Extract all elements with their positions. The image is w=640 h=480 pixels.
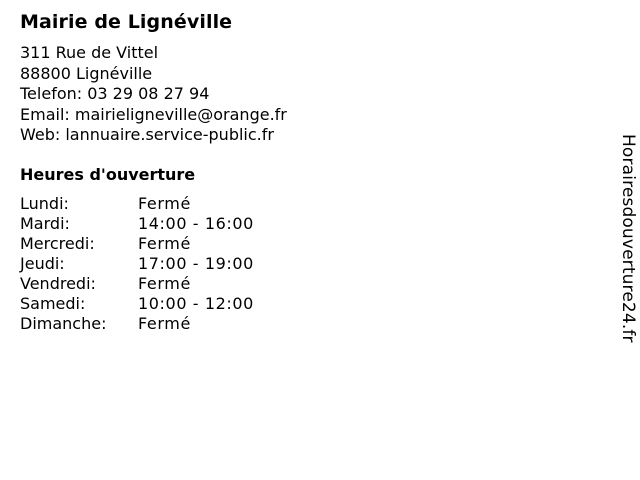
hours-row-friday <box>20 274 580 294</box>
phone-number: Telefon: 03 29 08 27 94 <box>20 84 210 103</box>
hours-time: Fermé <box>138 313 191 333</box>
hours-time: Fermé <box>138 193 191 213</box>
hours-day: Lundi: <box>20 193 69 213</box>
hours-time: 10:00 - 12:00 <box>138 293 254 313</box>
opening-hours-table <box>20 194 580 334</box>
hours-row-saturday <box>20 294 580 314</box>
hours-day: Samedi: <box>20 293 86 313</box>
email-address: Email: mairieligneville@orange.fr <box>20 104 287 124</box>
business-card <box>20 10 580 334</box>
hours-time: Fermé <box>138 233 191 253</box>
hours-time: 17:00 - 19:00 <box>138 253 254 273</box>
hours-time: 14:00 - 16:00 <box>138 213 254 233</box>
hours-time: Fermé <box>138 273 191 293</box>
contact-details <box>20 43 580 146</box>
hours-day: Dimanche: <box>20 313 107 333</box>
hours-row-tuesday <box>20 214 580 234</box>
hours-day: Mardi: <box>20 213 70 233</box>
hours-day: Mercredi: <box>20 233 95 253</box>
hours-row-sunday <box>20 314 580 334</box>
hours-day: Vendredi: <box>20 273 96 293</box>
website: Web: lannuaire.service-public.fr <box>20 125 274 144</box>
hours-row-thursday <box>20 254 580 274</box>
hours-row-monday <box>20 194 580 214</box>
postal-city: 88800 Lignéville <box>20 63 153 83</box>
hours-row-wednesday <box>20 234 580 254</box>
business-name: Mairie de Lignéville <box>20 11 233 33</box>
site-brand: Horairesdouverture24.fr <box>618 134 638 343</box>
opening-hours-heading: Heures d'ouverture <box>20 164 196 184</box>
hours-day: Jeudi: <box>20 253 65 273</box>
street-address: 311 Rue de Vittel <box>20 43 159 62</box>
